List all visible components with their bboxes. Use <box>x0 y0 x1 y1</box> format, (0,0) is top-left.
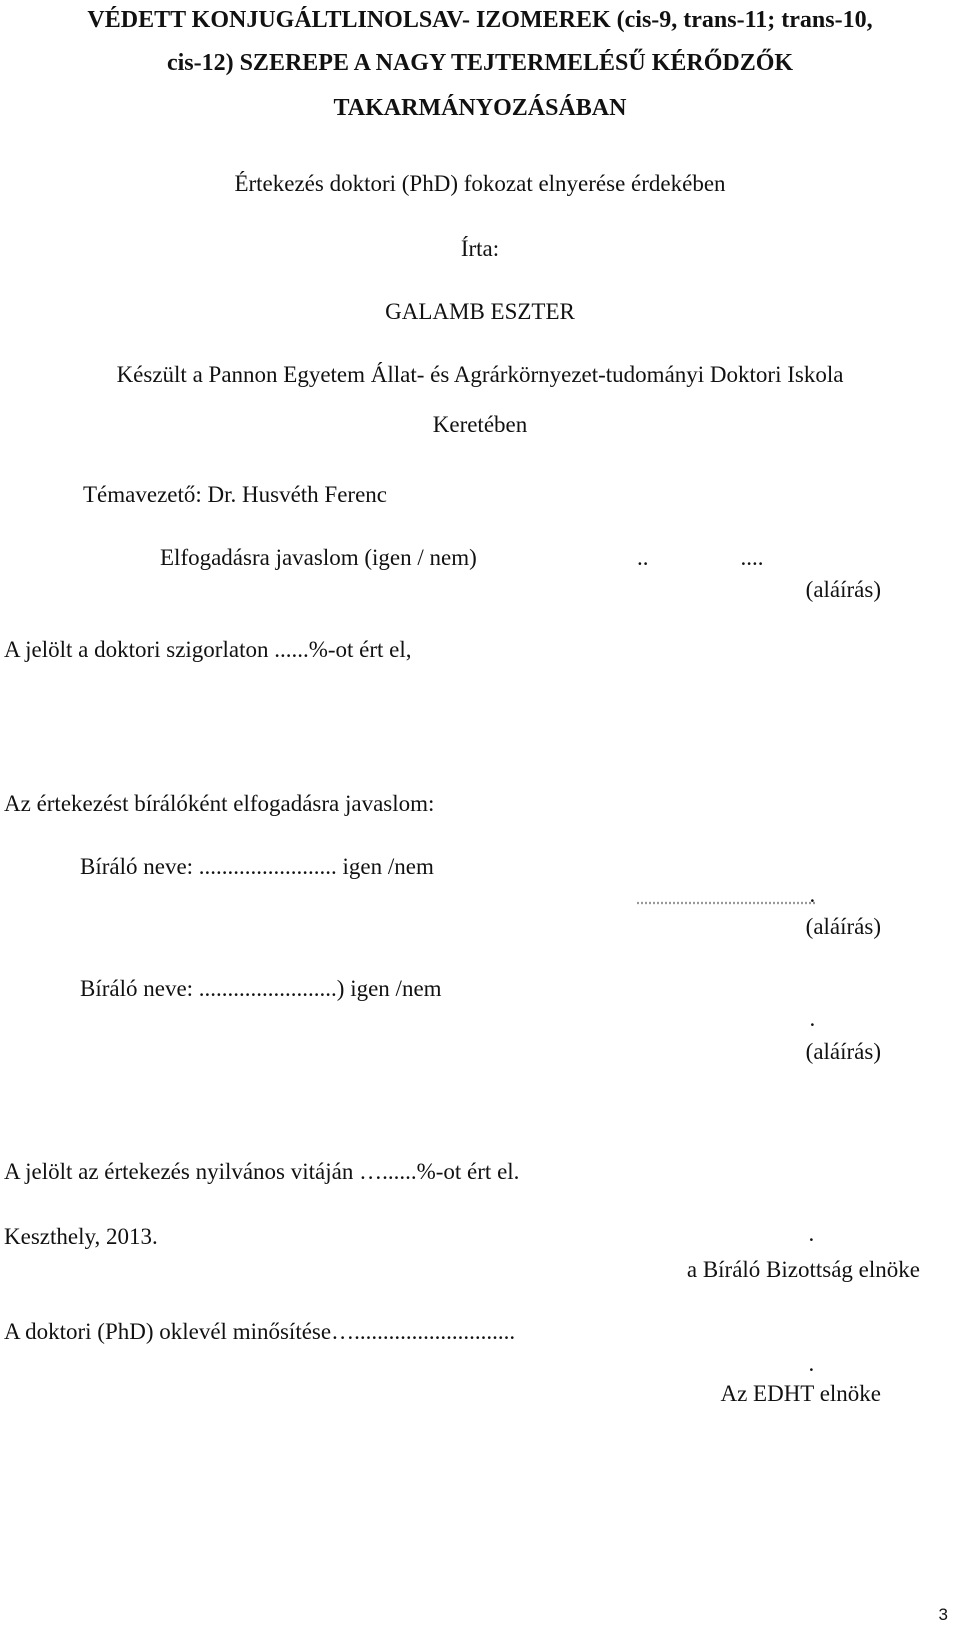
subtitle: Értekezés doktori (PhD) fokozat elnyerése érdekében <box>234 171 726 196</box>
author-name: GALAMB ESZTER <box>385 299 575 324</box>
edht-chair-label: Az EDHT elnöke <box>720 1381 881 1406</box>
title-line-3: TAKARMÁNYOZÁSÁBAN <box>333 95 627 121</box>
reviewer-2-signature-dots: . <box>637 1006 816 1031</box>
reviewer-1-line: Bíráló neve: ........................ igen /nem <box>80 854 434 879</box>
page-number: 3 <box>938 1605 948 1624</box>
title-line-2: cis-12) SZEREPE A NAGY TEJTERMELÉSŰ KÉRŐDZŐK <box>166 50 794 76</box>
place-date: Keszthely, 2013. <box>4 1224 158 1249</box>
title-line-1: VÉDETT KONJUGÁLTLINOLSAV- IZOMEREK (cis-9, trans-11; trans-10, <box>87 7 873 33</box>
qualification: A doktori (PhD) oklevél minősítése…............................ <box>4 1319 516 1344</box>
supervisor-signature-label: (aláírás) <box>805 577 881 602</box>
reviewer-1-signature-dots: . <box>637 882 816 907</box>
committee-signature-dots: . <box>636 1221 815 1246</box>
supervisor-signature-dots: .. .... <box>637 545 764 570</box>
author-label: Írta: <box>460 236 500 261</box>
exam-result: A jelölt a doktori szigorlaton ......%-ot ért el, <box>4 637 412 662</box>
reviewer-1-signature-label: (aláírás) <box>805 914 881 939</box>
committee-chair-label: a Bíráló Bizottság elnöke <box>686 1257 920 1282</box>
reviewers-intro: Az értekezést bírálóként elfogadásra javaslom: <box>4 791 435 816</box>
reviewer-2-signature-label: (aláírás) <box>805 1039 881 1064</box>
supervisor: Témavezető: Dr. Husvéth Ferenc <box>83 482 387 507</box>
institution-line-1: Készült a Pannon Egyetem Állat- és Agrárkörnyezet-tudományi Doktori Iskola <box>116 362 844 387</box>
supervisor-recommend: Elfogadásra javaslom (igen / nem) <box>160 545 477 570</box>
edht-signature-dots: . <box>636 1351 815 1376</box>
defense-result: A jelölt az értekezés nyilvános vitáján …......%-ot ért el. <box>4 1159 520 1184</box>
reviewer-2-line: Bíráló neve: ........................) igen /nem <box>80 976 442 1001</box>
institution-line-2: Keretében <box>432 412 528 437</box>
